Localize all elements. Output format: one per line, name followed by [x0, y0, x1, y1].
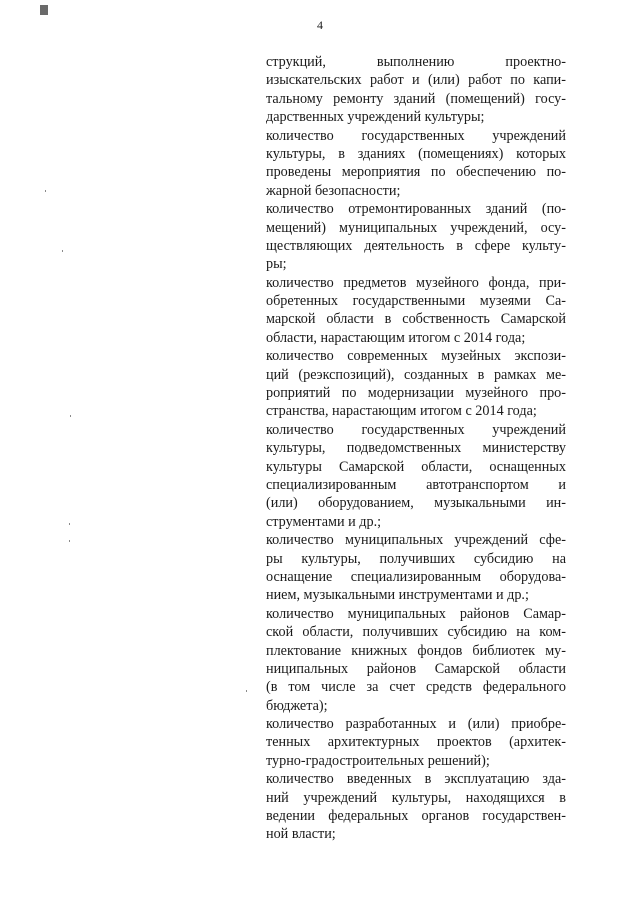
- text-line: количество современных музейных экспози-: [266, 348, 566, 365]
- text-line: ний учреждений культуры, находящихся в: [266, 789, 566, 806]
- text-line: роприятий по модернизации музейного про-: [266, 385, 566, 402]
- text-line: струкций, выполнению проектно-: [266, 54, 566, 70]
- text-line: ниципальных районов Самарской области: [266, 660, 566, 677]
- text-line: дарственных учреждений культуры;: [266, 109, 485, 126]
- text-line: оснащение специализированным оборудова-: [266, 568, 566, 585]
- text-line: ций (реэкспозиций), созданных в рамках ме-: [266, 366, 566, 383]
- text-line: изыскательских работ и (или) работ по капи-: [266, 72, 566, 89]
- text-line: ведении федеральных органов государствен-: [266, 808, 566, 825]
- text-line: ществляющих деятельность в сфере культу-: [266, 237, 566, 254]
- text-line: тальному ремонту зданий (помещений) госу-: [266, 90, 566, 107]
- text-line: количество государственных учреждений: [266, 127, 566, 144]
- text-line: ской области, получивших субсидию на ком-: [266, 624, 566, 641]
- text-line: количество отремонтированных зданий (по-: [266, 201, 566, 218]
- text-column: [266, 53, 566, 844]
- text-line: (или) оборудованием, музыкальными ин-: [266, 495, 566, 512]
- scan-artifact: [70, 415, 71, 417]
- text-line: количество предметов музейного фонда, при-: [266, 274, 566, 291]
- text-line: области, нарастающим итогом с 2014 года;: [266, 329, 526, 346]
- text-line: культуры Самарской области, оснащенных: [266, 458, 566, 475]
- text-line: тенных архитектурных проектов (архитек-: [266, 734, 566, 751]
- text-line: обретенных государственными музеями Са-: [266, 293, 566, 310]
- text-line: специализированным автотранспортом и: [266, 476, 566, 493]
- text-line: количество введенных в эксплуатацию зда-: [266, 771, 566, 788]
- scan-artifact: [45, 190, 46, 192]
- text-line: (в том числе за счет средств федерального: [266, 679, 566, 696]
- text-line: проведены мероприятия по обеспечению по-: [266, 164, 566, 181]
- scan-artifact: [69, 540, 70, 542]
- page-number: 4: [317, 18, 323, 32]
- text-line: марской области в собственность Самарской: [266, 311, 566, 328]
- scan-artifact: [40, 5, 48, 15]
- text-line: ры;: [266, 256, 287, 273]
- text-line: культуры, в зданиях (помещениях) которых: [266, 145, 566, 162]
- scan-artifact: [62, 250, 63, 252]
- text-line: бюджета);: [266, 697, 328, 714]
- text-line: количество муниципальных районов Самар-: [266, 605, 566, 622]
- text-line: мещений) муниципальных учреждений, осу-: [266, 219, 566, 236]
- text-line: ры культуры, получивших субсидию на: [266, 550, 566, 567]
- scan-artifact: [69, 523, 70, 525]
- text-line: нием, музыкальными инструментами и др.;: [266, 587, 529, 604]
- text-line: странства, нарастающим итогом с 2014 года;: [266, 403, 537, 420]
- text-line: турно-градостроительных решений);: [266, 752, 490, 769]
- text-line: струментами и др.;: [266, 513, 382, 530]
- text-line: культуры, подведомственных министерству: [266, 440, 566, 457]
- text-line: количество государственных учреждений: [266, 421, 566, 438]
- text-line: количество муниципальных учреждений сфе-: [266, 532, 566, 549]
- text-line: жарной безопасности;: [266, 182, 401, 199]
- text-line: ной власти;: [266, 826, 336, 843]
- text-line: количество разработанных и (или) приобре-: [266, 716, 566, 733]
- text-line: плектование книжных фондов библиотек му-: [266, 642, 566, 659]
- scan-artifact: [246, 690, 247, 692]
